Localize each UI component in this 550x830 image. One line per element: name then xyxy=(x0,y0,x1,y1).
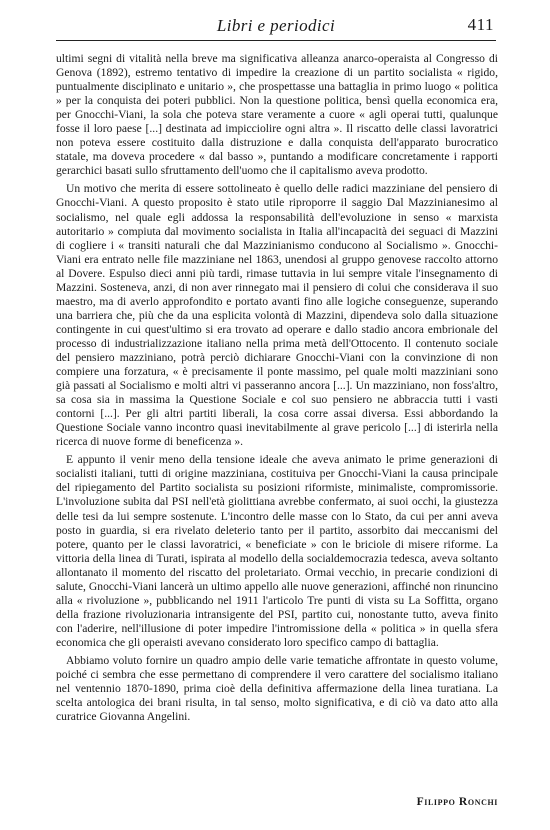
article-body xyxy=(56,52,498,724)
paragraph: Abbiamo voluto fornire un quadro ampio delle varie tematiche affrontate in questo volume, poiché ci sembra che esse permettano di comprendere il vero carattere del socialismo italiano nel ventennio 1870-1890, prima cioè della definitiva affermazione della linea turatiana. La scelta antologica dei brani risulta, in tal senso, molto significativa, e di ciò va dato atto alla curatrice Giovanna Angelini. xyxy=(56,653,498,724)
paragraph: ultimi segni di vitalità nella breve ma significativa alleanza anarco-operaista al Congresso di Genova (1892), estremo tentativo di impedire la creazione di un partito socialista « rigido, puntualmente disciplinato e unitario », che prospettasse una battaglia in primo luogo « politica » per la conquista dei poteri pubblici. Non la questione politica, bensì quella economica era, per Gnocchi-Viani, la sola che poteva stare veramente a cuore « agli operai tutti, qualunque fosse il loro paese [...] destinata ad impicciolire ogni altra ». Il riscatto delle classi lavoratrici non poteva essere costituito dalla distruzione e dalla conquista dell'apparato burocratico statale, ma doveva procedere « dal basso », puntando a modificare concretamente i rapporti gerarchici basati sullo sfruttamento dell'uomo che il capitalismo aveva prodotto. xyxy=(56,52,498,178)
author-signature: Filippo Ronchi xyxy=(416,795,498,808)
paragraph: Un motivo che merita di essere sottolineato è quello delle radici mazziniane del pensiero di Gnocchi-Viani. A questo proposito è stato utile riproporre il saggio Dal Mazzinianesimo al socialismo, nel quale egli addossa la responsabilità dell'evoluzione in senso « marxista autoritario » compiuta dal movimento socialista in Italia all'incapacità dei seguaci di Mazzini di cogliere i « transiti naturali che dal Mazzinianismo conducono al Socialismo ». Gnocchi-Viani era entrato nelle file mazziniane nel 1863, unendosi al gruppo genovese raccolto attorno al Dovere. Espulso dieci anni più tardi, rimase tuttavia in lui sempre vitale l'insegnamento di Mazzini. Sosteneva, anzi, di non aver rinnegato mai il pensiero di colui che considerava il suo maestro, ma di averlo approfondito e portato avanti fino alle logiche conseguenze, superando una barriera che, più che da una esplicita volontà di Mazzini, dipendeva solo dalla situazione contingente in cui quest'ultimo si era trovato ad operare e dallo stadio ancora embrionale del processo di industrializzazione italiano nella prima metà dell'Ottocento. Il contenuto sociale del pensiero mazziniano, potrà perciò dichiarare Gnocchi-Viani con la convinzione di non compiere una forzatura, « è precisamente il ponte massimo, pel quale molti mazziniani sono già passati al Socialismo e molti altri vi passeranno ancora [...]. Un mazziniano, non foss'altro, sa cosa sia in massima la Questione Sociale e col suo pensiero ne abbraccia tutti i vasti contorni [...]. Per gli altri partiti liberali, la cosa corre assai diversa. Essi abbordando la Questione Sociale vanno incontro quasi inevitabilmente al grave pericolo [...] di isterirla nella ricerca di nuove forme di beneficenza ». xyxy=(56,182,498,449)
page-number: 411 xyxy=(467,15,494,34)
running-title: Libri e periodici xyxy=(216,16,336,35)
paragraph: E appunto il venir meno della tensione ideale che aveva animato le prime generazioni di socialisti italiani, tutti di origine mazziniana, costituiva per Gnocchi-Viani la causa principale del ripiegamento del Partito socialista su posizioni riformiste, minimaliste, compromissorie. L'involuzione subita dal PSI nell'età giolittiana avrebbe confermato, ai suoi occhi, la giustezza delle tesi da lui sempre sostenute. L'incontro delle masse con lo Stato, da cui per anni aveva posto in guardia, si era rivelato deleterio tanto per il partito, assorbito dai meccanismi del potere, quanto per le classi lavoratrici, « beneficiate » con le briciole di misere riforme. La vittoria della linea di Turati, ispirata al modello della socialdemocrazia tedesca, aveva soltanto allontanato il momento del riscatto del proletariato. Ormai vecchio, in precarie condizioni di salute, Gnocchi-Viani lancerà un ultimo appello alle nuove generazioni, affinché non rinuncino alla « rivoluzione », pubblicando nel 1911 l'articolo Tre punti di vista su La Soffitta, organo della frazione rivoluzionaria intransigente del PSI, partito cui, nonostante tutto, aveva finito con l'aderire, nell'illusione di poter impedire l'intromissione della « politica » in quella sfera economica che gli operaisti avevano considerato loro specifico campo di battaglia. xyxy=(56,453,498,649)
running-header xyxy=(56,14,496,41)
